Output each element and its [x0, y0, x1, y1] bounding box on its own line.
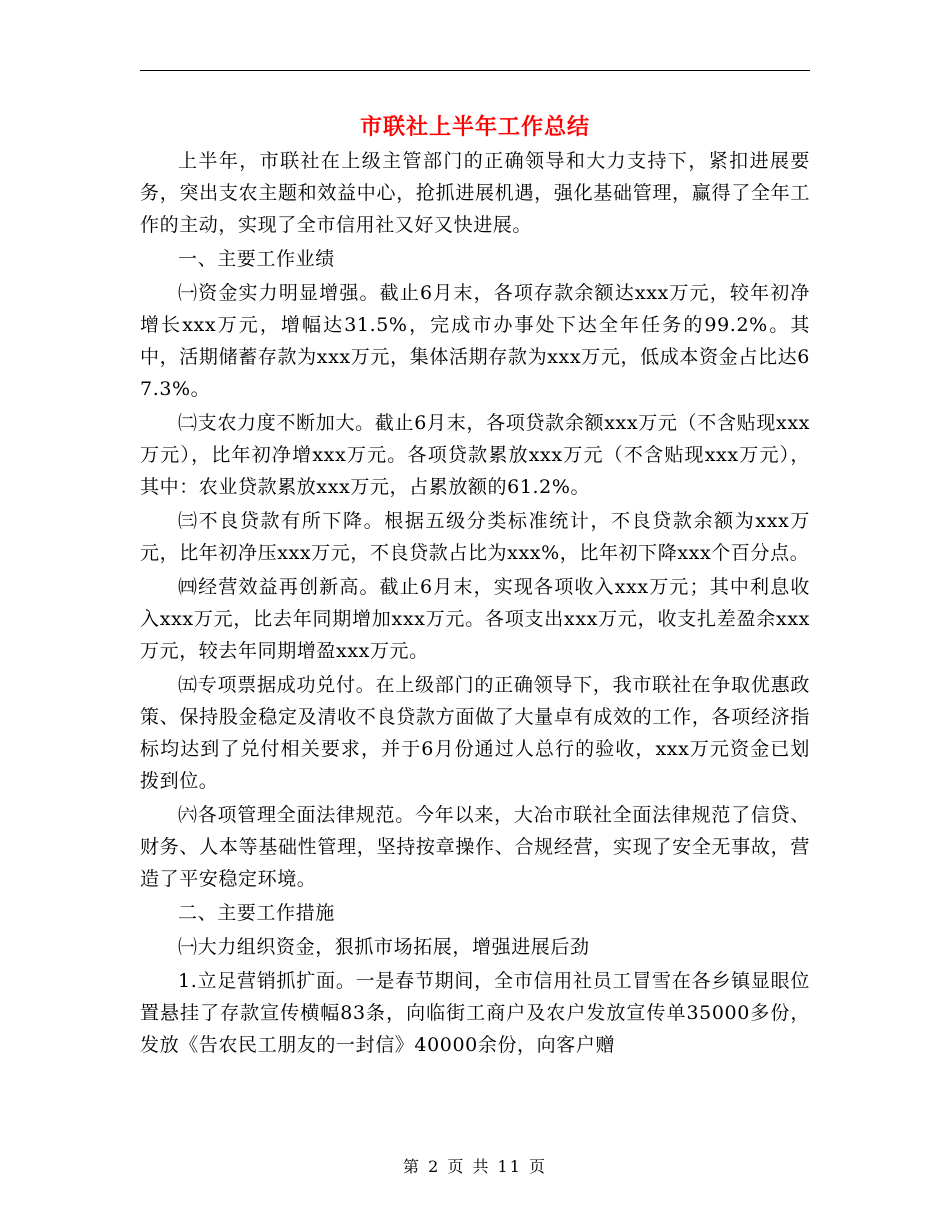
paragraph-intro: 上半年，市联社在上级主管部门的正确领导和大力支持下，紧扣进展要务，突出支农主题和效益中心，抢抓进展机遇，强化基础管理，赢得了全年工作的主动，实现了全市信用社又好又快进展。: [140, 150, 810, 236]
header-rule: [140, 70, 810, 71]
paragraph-bad-loans: ㈢不良贷款有所下降。根据五级分类标准统计，不良贷款余额为xxx万元，比年初净压xxx万元，不良贷款占比为xxx%，比年初下降xxx个百分点。: [140, 510, 810, 564]
paragraph-marketing: 1.立足营销抓扩面。一是春节期间，全市信用社员工冒雪在各乡镇显眼位置悬挂了存款宣传横幅83条，向临街工商户及农户发放宣传单35000多份，发放《告农民工朋友的一封信》40000余份，向客户赠: [140, 970, 810, 1056]
page-number: 第 2 页 共 11 页: [403, 1157, 547, 1176]
section-heading-measures: 二、主要工作措施: [178, 902, 335, 924]
document-title: 市联社上半年工作总结: [359, 115, 590, 140]
paragraph-agri-support: ㈡支农力度不断加大。截止6月末，各项贷款余额xxx万元（不含贴现xxx万元），比年初净增xxx万元。各项贷款累放xxx万元（不含贴现xxx万元），其中：农业贷款累放xxx万元，占累放额的61.2%。: [140, 412, 810, 498]
document-body: [140, 145, 810, 1063]
section-heading-achievements: 一、主要工作业绩: [178, 248, 335, 270]
paragraph-measure-1: ㈠大力组织资金，狠抓市场拓展，增强进展后劲: [178, 936, 590, 958]
paragraph-management: ㈥各项管理全面法律规范。今年以来，大冶市联社全面法律规范了信贷、财务、人本等基础性管理，坚持按章操作、合规经营，实现了安全无事故，营造了平安稳定环境。: [140, 804, 810, 890]
paragraph-funds: ㈠资金实力明显增强。截止6月末，各项存款余额达xxx万元，较年初净增长xxx万元，增幅达31.5%，完成市办事处下达全年任务的99.2%。其中，活期储蓄存款为xxx万元，集体活期存款为xxx万元，低成本资金占比达67.3%。: [140, 282, 810, 400]
paragraph-bill-redemption: ㈤专项票据成功兑付。在上级部门的正确领导下，我市联社在争取优惠政策、保持股金稳定及清收不良贷款方面做了大量卓有成效的工作，各项经济指标均达到了兑付相关要求，并于6月份通过人总行的验收，xxx万元资金已划拨到位。: [140, 674, 810, 792]
paragraph-profit: ㈣经营效益再创新高。截止6月末，实现各项收入xxx万元；其中利息收入xxx万元，比去年同期增加xxx万元。各项支出xxx万元，收支扎差盈余xxx万元，较去年同期增盈xxx万元。: [140, 576, 810, 662]
